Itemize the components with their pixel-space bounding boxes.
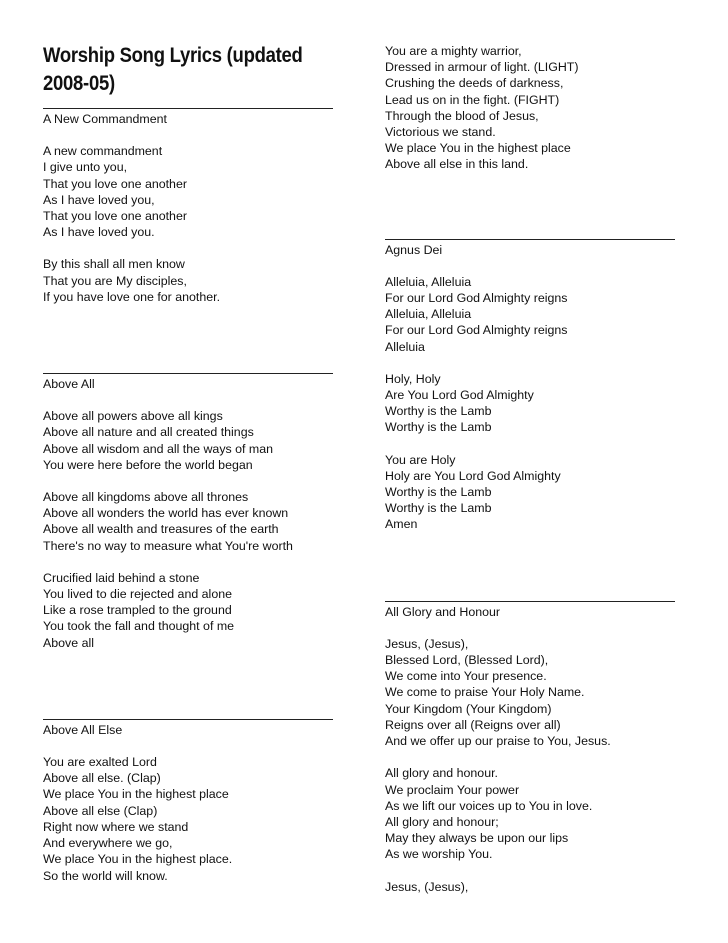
stanza — [43, 408, 333, 473]
lyric-line: May they always be upon our lips — [385, 831, 569, 846]
lyric-line: Dressed in armour of light. (LIGHT) — [385, 60, 579, 75]
stanza — [385, 43, 675, 173]
lyric-line: Victorious we stand. — [385, 125, 496, 140]
lyric-line: Your Kingdom (Your Kingdom) — [385, 701, 552, 716]
lyric-line: Crushing the deeds of darkness, — [385, 76, 564, 91]
lyric-line: You took the fall and thought of me — [43, 619, 235, 634]
lyric-line: Above all kingdoms above all thrones — [43, 490, 249, 505]
stanza — [385, 636, 675, 749]
lyric-line: You were here before the world began — [43, 457, 253, 472]
stanza — [385, 371, 675, 436]
lyric-line: Amen — [385, 517, 418, 532]
lyric-line: Lead us on in the fight. (FIGHT) — [385, 92, 560, 107]
lyric-line: Above all — [43, 635, 94, 650]
song-title: A New Commandment — [43, 112, 167, 126]
lyric-line: Jesus, (Jesus), — [385, 879, 469, 894]
lyric-line: We proclaim Your power — [385, 782, 520, 797]
stanza — [43, 754, 333, 884]
lyric-line: Worthy is the Lamb — [385, 404, 492, 419]
song-divider — [43, 373, 333, 374]
lyric-line: I give unto you, — [43, 160, 128, 175]
lyric-line: Like a rose trampled to the ground — [43, 603, 232, 618]
lyric-line: Holy, Holy — [385, 371, 441, 386]
stanza — [385, 452, 675, 533]
song-title: Agnus Dei — [385, 242, 443, 257]
spacer — [43, 321, 333, 369]
lyric-line: If you have love one for another. — [43, 289, 221, 304]
lyric-line: That you are My disciples, — [43, 273, 187, 288]
lyric-line: And we offer up our praise to You, Jesus. — [385, 734, 611, 749]
lyric-line: Above all else (Clap) — [43, 803, 158, 818]
lyric-line: That you love one another — [43, 209, 187, 224]
lyric-line: Jesus, (Jesus), — [385, 636, 469, 651]
song-title: All Glory and Honour — [385, 604, 501, 619]
left-column — [43, 42, 333, 900]
lyric-line: We come into Your presence. — [385, 669, 547, 684]
lyric-line: Are You Lord God Almighty — [385, 388, 534, 403]
lyric-line: Alleluia, Alleluia — [385, 274, 472, 289]
lyric-line: Worthy is the Lamb — [385, 420, 492, 435]
song-divider — [43, 719, 333, 720]
lyric-line: That you love one another — [43, 176, 187, 191]
lyric-line: You are a mighty warrior, — [385, 44, 522, 58]
lyric-line: Above all else in this land. — [385, 157, 529, 172]
lyric-line: Above all wealth and treasures of the earth — [43, 522, 279, 537]
lyric-line: Above all powers above all kings — [43, 409, 223, 424]
lyric-line: And everywhere we go, — [43, 836, 173, 851]
lyric-line: Blessed Lord, (Blessed Lord), — [385, 653, 549, 668]
lyric-line: As we worship You. — [385, 847, 493, 862]
lyric-line: Reigns over all (Reigns over all) — [385, 717, 561, 732]
lyric-line: We place You in the highest place — [43, 787, 229, 802]
lyric-line: Above all else. (Clap) — [43, 771, 161, 786]
lyric-line: For our Lord God Almighty reigns — [385, 291, 568, 306]
lyric-line: Through the blood of Jesus, — [385, 108, 539, 123]
song-title: Above All Else — [43, 722, 123, 737]
lyric-line: So the world will know. — [43, 868, 168, 883]
lyric-line: Alleluia — [385, 339, 425, 354]
lyric-line: A new commandment — [43, 144, 163, 159]
lyric-line: You lived to die rejected and alone — [43, 587, 232, 602]
stanza — [43, 489, 333, 554]
lyric-line: Above all wonders the world has ever known — [43, 506, 289, 521]
lyric-line: Alleluia, Alleluia — [385, 307, 472, 322]
lyric-line: We come to praise Your Holy Name. — [385, 685, 585, 700]
stanza — [385, 879, 675, 895]
stanza — [385, 274, 675, 355]
lyric-line: Above all wisdom and all the ways of man — [43, 441, 274, 456]
document-title: Worship Song Lyrics (updated 2008-05) — [43, 44, 303, 95]
song-divider — [385, 601, 675, 602]
lyric-line: All glory and honour. — [385, 766, 498, 781]
stanza — [385, 765, 675, 862]
lyric-line: As I have loved you, — [43, 192, 155, 207]
lyric-line: Holy are You Lord God Almighty — [385, 468, 561, 483]
lyric-line: You are exalted Lord — [43, 755, 157, 770]
lyric-line: You are Holy — [385, 452, 456, 467]
right-column — [385, 43, 675, 911]
stanza — [43, 570, 333, 651]
spacer — [385, 549, 675, 597]
lyric-line: Crucified laid behind a stone — [43, 570, 200, 585]
lyric-line: We place You in the highest place. — [43, 852, 233, 867]
stanza — [43, 256, 333, 305]
lyric-line: Worthy is the Lamb — [385, 501, 492, 516]
lyric-line: There's no way to measure what You're worth — [43, 538, 293, 553]
lyric-line: As I have loved you. — [43, 225, 155, 240]
song-divider — [385, 239, 675, 240]
lyric-line: Right now where we stand — [43, 819, 189, 834]
lyric-line: All glory and honour; — [385, 814, 499, 829]
lyric-line: Above all nature and all created things — [43, 425, 254, 440]
spacer — [385, 189, 675, 235]
lyric-line: As we lift our voices up to You in love. — [385, 798, 593, 813]
stanza — [43, 143, 333, 240]
spacer — [43, 667, 333, 715]
song-divider — [43, 108, 333, 109]
lyric-line: By this shall all men know — [43, 257, 185, 272]
lyric-line: For our Lord God Almighty reigns — [385, 323, 568, 338]
lyric-line: Worthy is the Lamb — [385, 485, 492, 500]
song-title: Above All — [43, 377, 95, 392]
lyric-line: We place You in the highest place — [385, 141, 571, 156]
